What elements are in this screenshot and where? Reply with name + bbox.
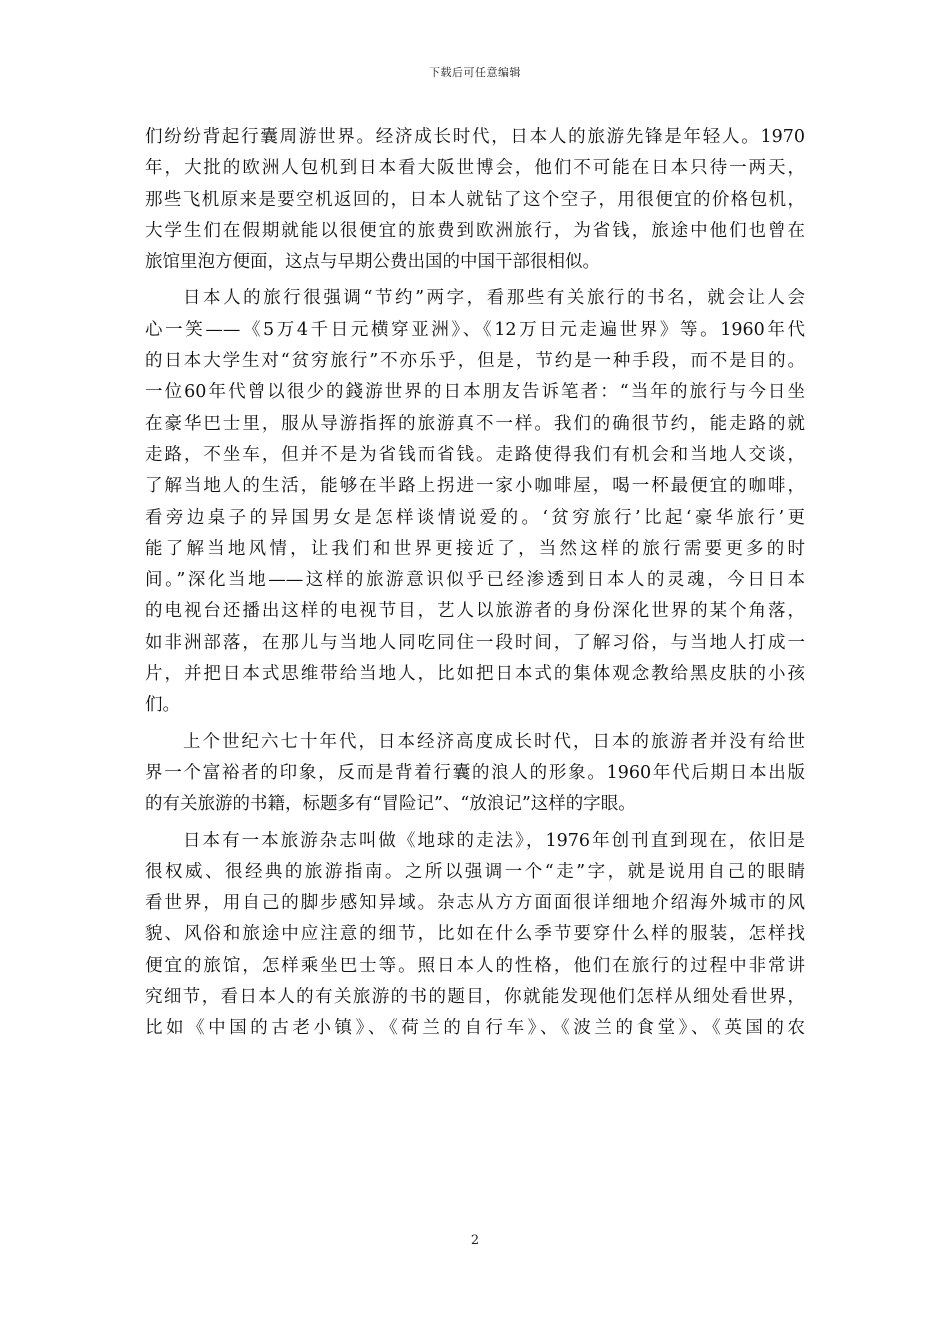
paragraph-1 xyxy=(145,122,805,278)
text-line: 日本人的旅行很强调“节约”两字，看那些有关旅行的书名，就会让人会 xyxy=(183,288,805,309)
text-line: 们纷纷背起行囊周游世界。经济成长时代，日本人的旅游先锋是年轻人。1970 xyxy=(145,127,805,147)
text-line: 的有关旅游的书籍，标题多有“冒险记”、“放浪记”这样的字眼。 xyxy=(145,794,636,815)
text-line: 看世界，用自己的脚步感知异域。杂志从方方面面很详细地介绍海外城市的风 xyxy=(145,893,805,914)
text-line: 看旁边桌子的异国男女是怎样谈情说爱的。‘贫穷旅行’比起‘豪华旅行’更 xyxy=(145,507,805,528)
paragraph-4 xyxy=(145,826,805,1045)
text-line: 便宜的旅馆，怎样乘坐巴士等。照日本人的性格，他们在旅行的过程中非常讲 xyxy=(145,955,805,976)
text-line: 界一个富裕者的印象，反而是背着行囊的浪人的形象。1960年代后期日本出版 xyxy=(145,762,805,783)
text-line: 旅馆里泡方便面，这点与早期公费出国的中国干部很相似。 xyxy=(145,252,600,273)
text-line: 那些飞机原来是要空机返回的，日本人就钻了这个空子，用很便宜的价格包机， xyxy=(145,189,805,210)
text-line: 片，并把日本式思维带给当地人，比如把日本式的集体观念教给黑皮肤的小孩 xyxy=(145,664,805,685)
text-line: 的电视台还播出这样的电视节目，艺人以旅游者的身份深化世界的某个角落， xyxy=(145,601,805,622)
text-line: 间。”深化当地——这样的旅游意识似乎已经渗透到日本人的灵魂，今日日本 xyxy=(145,570,805,591)
text-line: 了解当地人的生活，能够在半路上拐进一家小咖啡屋，喝一杯最便宜的咖啡， xyxy=(145,476,805,497)
text-line: 一位60年代曾以很少的錢游世界的日本朋友告诉笔者：“当年的旅行与今日坐 xyxy=(145,382,805,403)
text-line: 能了解当地风情，让我们和世界更接近了，当然这样的旅行需要更多的时 xyxy=(145,538,805,559)
paragraph-3 xyxy=(145,727,805,821)
text-line: 上个世纪六七十年代，日本经济高度成长时代，日本的旅游者并没有给世 xyxy=(183,731,805,752)
text-line: 貌、风俗和旅途中应注意的细节，比如在什么季节要穿什么样的服装，怎样找 xyxy=(145,924,805,945)
page-header: 下载后可任意编辑 xyxy=(429,66,521,79)
text-line: 年，大批的欧洲人包机到日本看大阪世博会，他们不可能在日本只待一两天， xyxy=(145,158,805,179)
text-line: 比如《中国的古老小镇》、《荷兰的自行车》、《波兰的食堂》、《英国的农 xyxy=(145,1018,805,1039)
text-line: 在豪华巴士里，服从导游指挥的旅游真不一样。我们的确很节约，能走路的就 xyxy=(145,413,805,434)
text-line: 心一笑——《5万4千日元横穿亚洲》、《12万日元走遍世界》等。1960年代 xyxy=(145,319,805,340)
text-line: 究细节，看日本人的有关旅游的书的题目，你就能发现他们怎样从细处看世界， xyxy=(145,987,805,1008)
text-line: 走路，不坐车，但并不是为省钱而省钱。走路使得我们有机会和当地人交谈， xyxy=(145,444,805,465)
text-line: 们。 xyxy=(145,695,180,716)
text-line: 很权威、很经典的旅游指南。之所以强调一个“走”字，就是说用自己的眼睛 xyxy=(145,861,805,882)
paragraph-2 xyxy=(145,283,805,721)
text-line: 如非洲部落，在那儿与当地人同吃同住一段时间，了解习俗，与当地人打成一 xyxy=(145,632,805,653)
text-line: 大学生们在假期就能以很便宜的旅费到欧洲旅行，为省钱，旅途中他们也曾在 xyxy=(145,220,805,241)
text-line: 的日本大学生对“贫穷旅行”不亦乐乎，但是，节约是一种手段，而不是目的。 xyxy=(145,351,805,372)
text-line: 日本有一本旅游杂志叫做《地球的走法》，1976年创刊直到现在，依旧是 xyxy=(183,830,805,851)
page-number: 2 xyxy=(470,1233,480,1248)
document-body xyxy=(145,122,805,1045)
